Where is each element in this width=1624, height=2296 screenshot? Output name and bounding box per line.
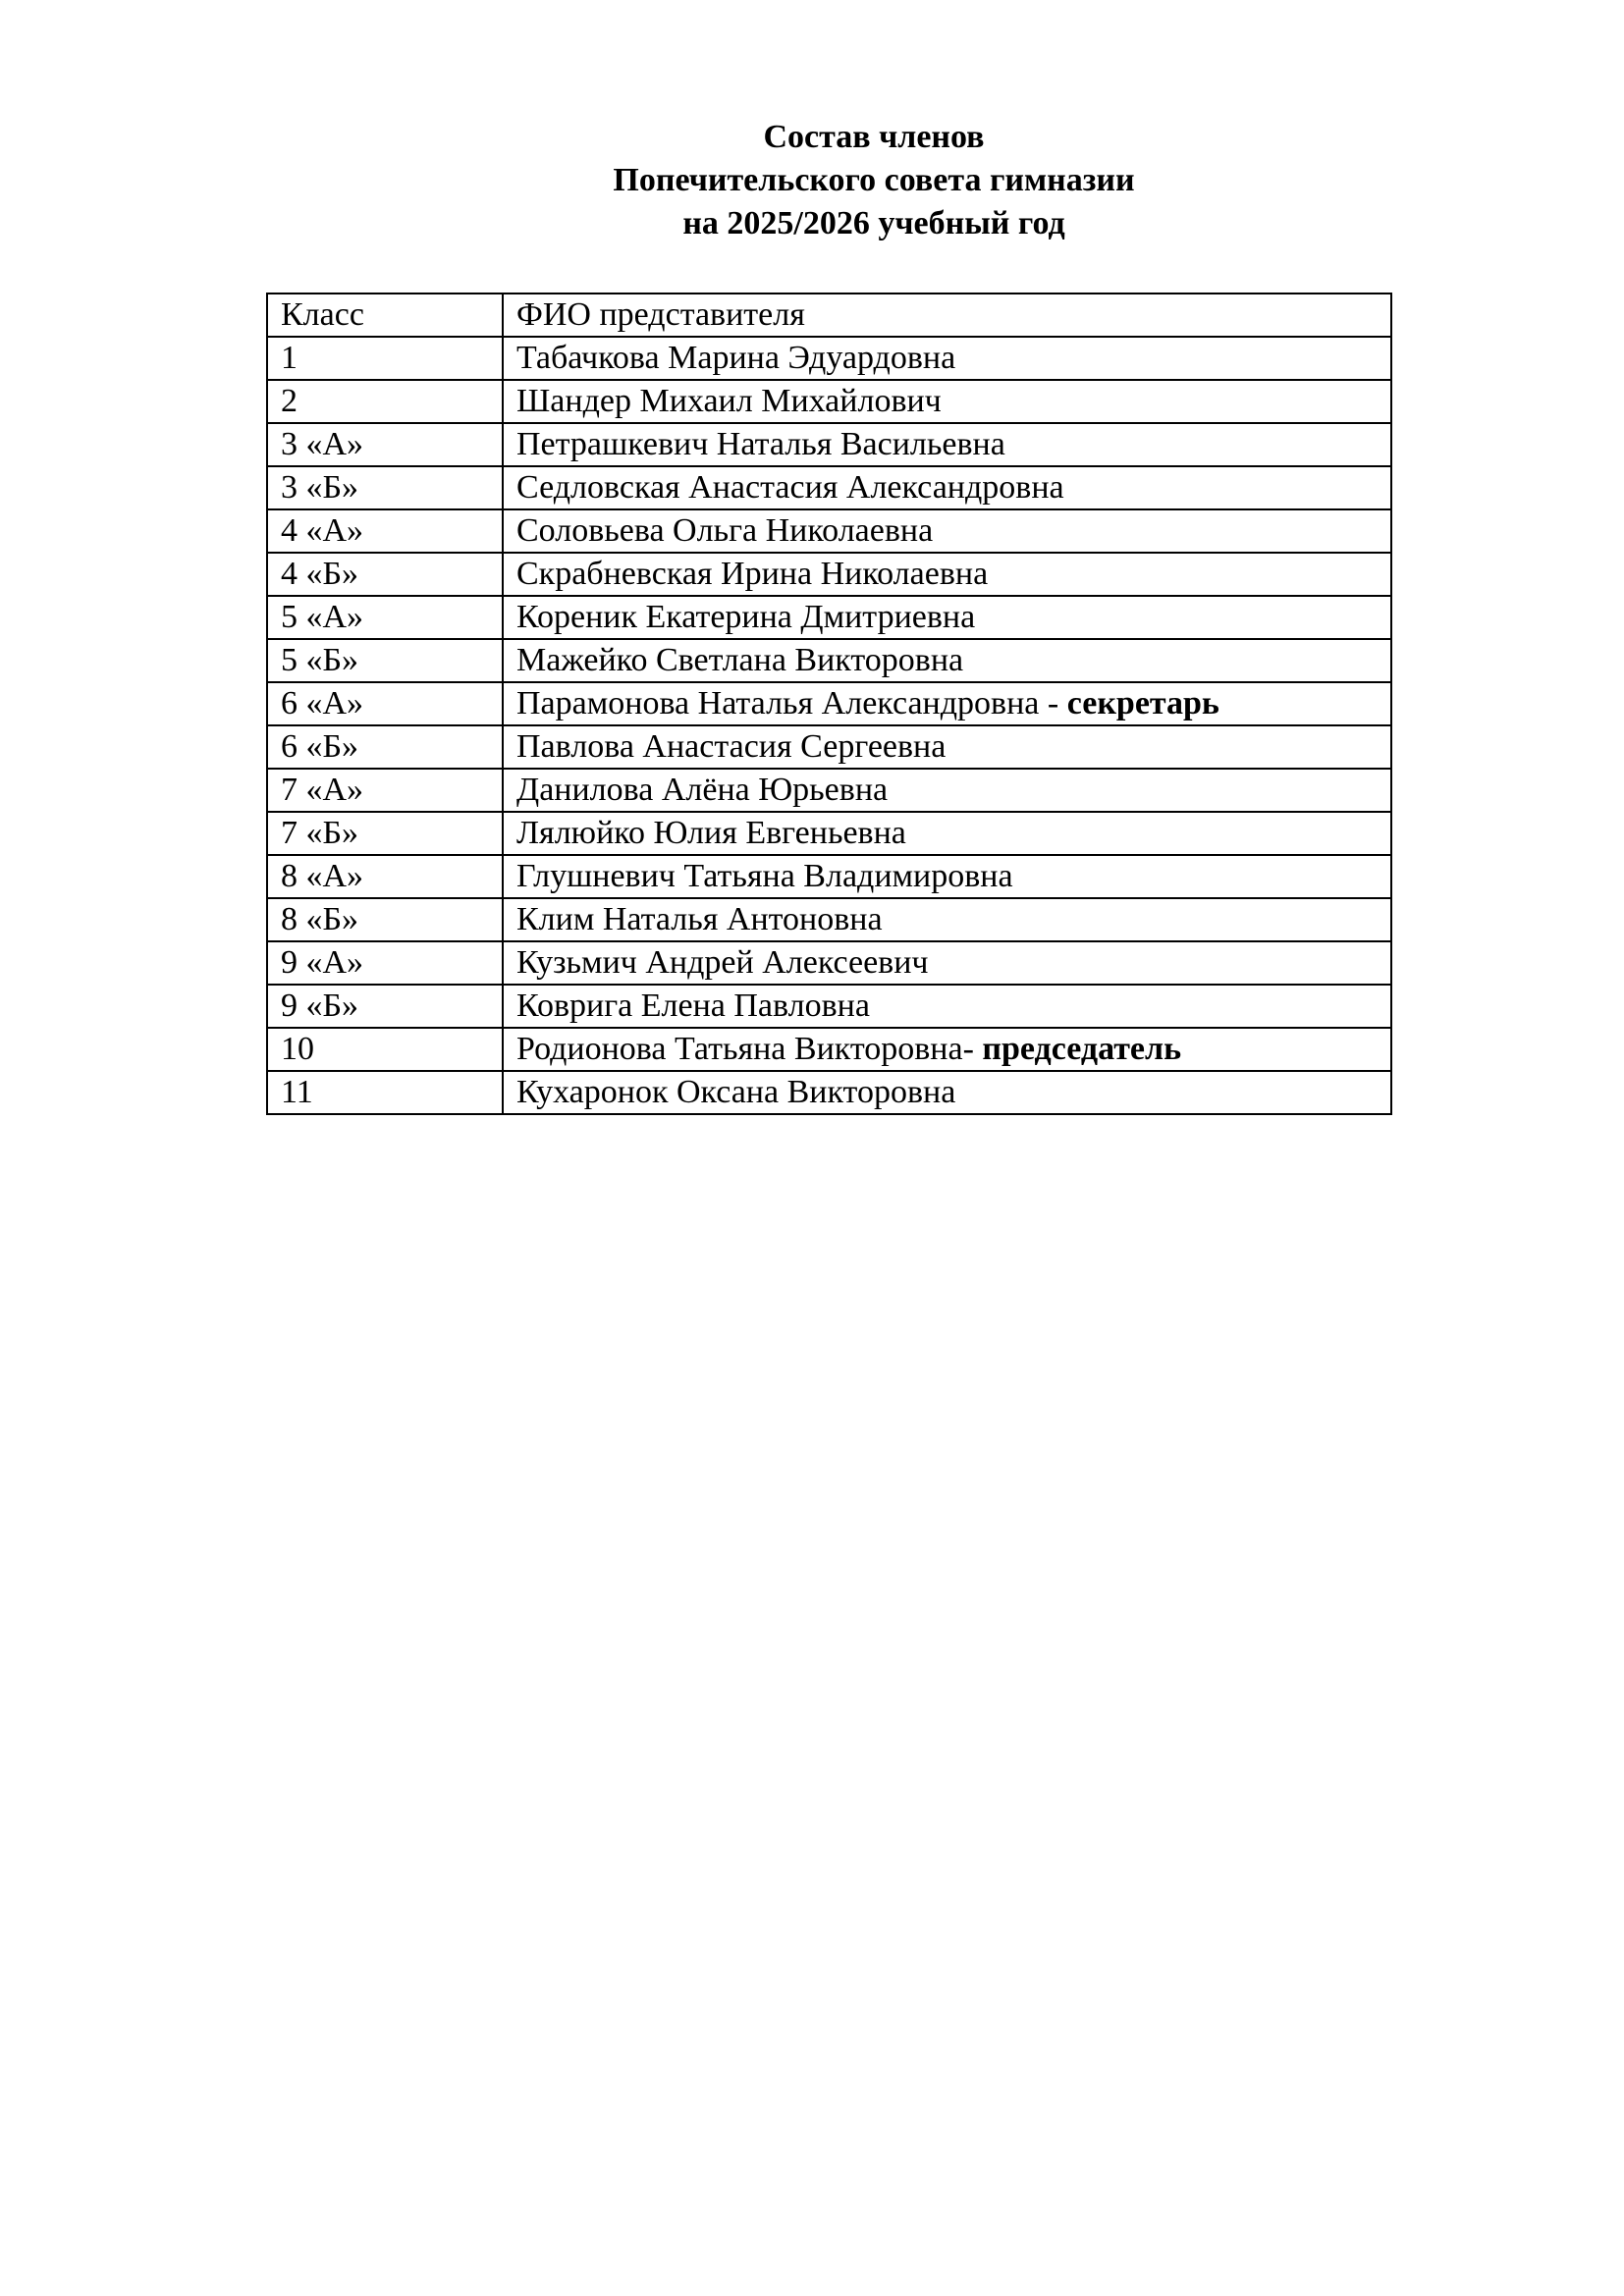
representative-name: Табачкова Марина Эдуардовна — [516, 340, 956, 376]
class-cell: 8 «А» — [267, 855, 503, 898]
representative-name: Клим Наталья Антоновна — [516, 901, 883, 937]
representative-name: Кузьмич Андрей Алексеевич — [516, 944, 929, 981]
representative-cell — [503, 337, 1391, 380]
table-row — [267, 466, 1391, 509]
representative-cell — [503, 985, 1391, 1028]
title-line-2: Попечительского совета гимназии — [613, 162, 1135, 198]
representative-name: Скрабневская Ирина Николаевна — [516, 556, 989, 592]
representative-role: секретарь — [1066, 685, 1219, 721]
class-cell: 3 «А» — [267, 423, 503, 466]
representative-cell — [503, 380, 1391, 423]
table-row — [267, 337, 1391, 380]
representative-cell — [503, 682, 1391, 725]
table-row — [267, 985, 1391, 1028]
table-row — [267, 509, 1391, 553]
table-row — [267, 423, 1391, 466]
representative-cell — [503, 725, 1391, 769]
class-cell: 2 — [267, 380, 503, 423]
table-row — [267, 553, 1391, 596]
table-row — [267, 725, 1391, 769]
representative-cell — [503, 1071, 1391, 1114]
class-cell: 4 «Б» — [267, 553, 503, 596]
representative-cell — [503, 812, 1391, 855]
table-row — [267, 769, 1391, 812]
representative-cell — [503, 509, 1391, 553]
table-row — [267, 596, 1391, 639]
class-cell: 1 — [267, 337, 503, 380]
representative-name: Кореник Екатерина Дмитриевна — [516, 599, 976, 635]
header-class: Класс — [267, 294, 503, 337]
document-title — [0, 116, 1624, 245]
representative-name: Лялюйко Юлия Евгеньевна — [516, 815, 906, 851]
representative-cell — [503, 596, 1391, 639]
class-cell: 6 «А» — [267, 682, 503, 725]
class-cell: 5 «Б» — [267, 639, 503, 682]
representative-cell — [503, 553, 1391, 596]
table-row — [267, 855, 1391, 898]
representative-name: Родионова Татьяна Викторовна- — [516, 1031, 983, 1067]
class-cell: 10 — [267, 1028, 503, 1071]
class-cell: 11 — [267, 1071, 503, 1114]
table-row — [267, 682, 1391, 725]
header-name: ФИО представителя — [503, 294, 1391, 337]
representative-cell — [503, 855, 1391, 898]
title-line-1: Состав членов — [763, 119, 985, 155]
representative-name: Мажейко Светлана Викторовна — [516, 642, 964, 678]
table-header-row — [267, 294, 1391, 337]
representative-name: Седловская Анастасия Александровна — [516, 469, 1064, 506]
representative-cell — [503, 769, 1391, 812]
representative-name: Кухаронок Оксана Викторовна — [516, 1074, 956, 1110]
class-cell: 9 «Б» — [267, 985, 503, 1028]
representative-cell — [503, 898, 1391, 941]
title-line-3: на 2025/2026 учебный год — [682, 205, 1065, 241]
class-cell: 6 «Б» — [267, 725, 503, 769]
table-row — [267, 898, 1391, 941]
representative-cell — [503, 1028, 1391, 1071]
table-row — [267, 1071, 1391, 1114]
table-row — [267, 812, 1391, 855]
class-cell: 7 «А» — [267, 769, 503, 812]
representative-cell — [503, 639, 1391, 682]
table-row — [267, 1028, 1391, 1071]
representative-name: Данилова Алёна Юрьевна — [516, 772, 889, 808]
representative-name: Павлова Анастасия Сергеевна — [516, 728, 947, 765]
representative-cell — [503, 423, 1391, 466]
members-table — [266, 293, 1392, 1115]
table-row — [267, 380, 1391, 423]
representative-name: Шандер Михаил Михайлович — [516, 383, 942, 419]
representative-name: Коврига Елена Павловна — [516, 988, 870, 1024]
class-cell: 3 «Б» — [267, 466, 503, 509]
representative-name: Петрашкевич Наталья Васильевна — [516, 426, 1005, 462]
class-cell: 5 «А» — [267, 596, 503, 639]
representative-name: Соловьева Ольга Николаевна — [516, 512, 934, 549]
class-cell: 7 «Б» — [267, 812, 503, 855]
representative-cell — [503, 941, 1391, 985]
table-row — [267, 639, 1391, 682]
representative-role: председатель — [982, 1031, 1182, 1067]
representative-name: Парамонова Наталья Александровна - — [516, 685, 1067, 721]
representative-name: Глушневич Татьяна Владимировна — [516, 858, 1013, 894]
representative-cell — [503, 466, 1391, 509]
class-cell: 8 «Б» — [267, 898, 503, 941]
class-cell: 9 «А» — [267, 941, 503, 985]
table-row — [267, 941, 1391, 985]
class-cell: 4 «А» — [267, 509, 503, 553]
members-table-body — [267, 294, 1391, 1114]
